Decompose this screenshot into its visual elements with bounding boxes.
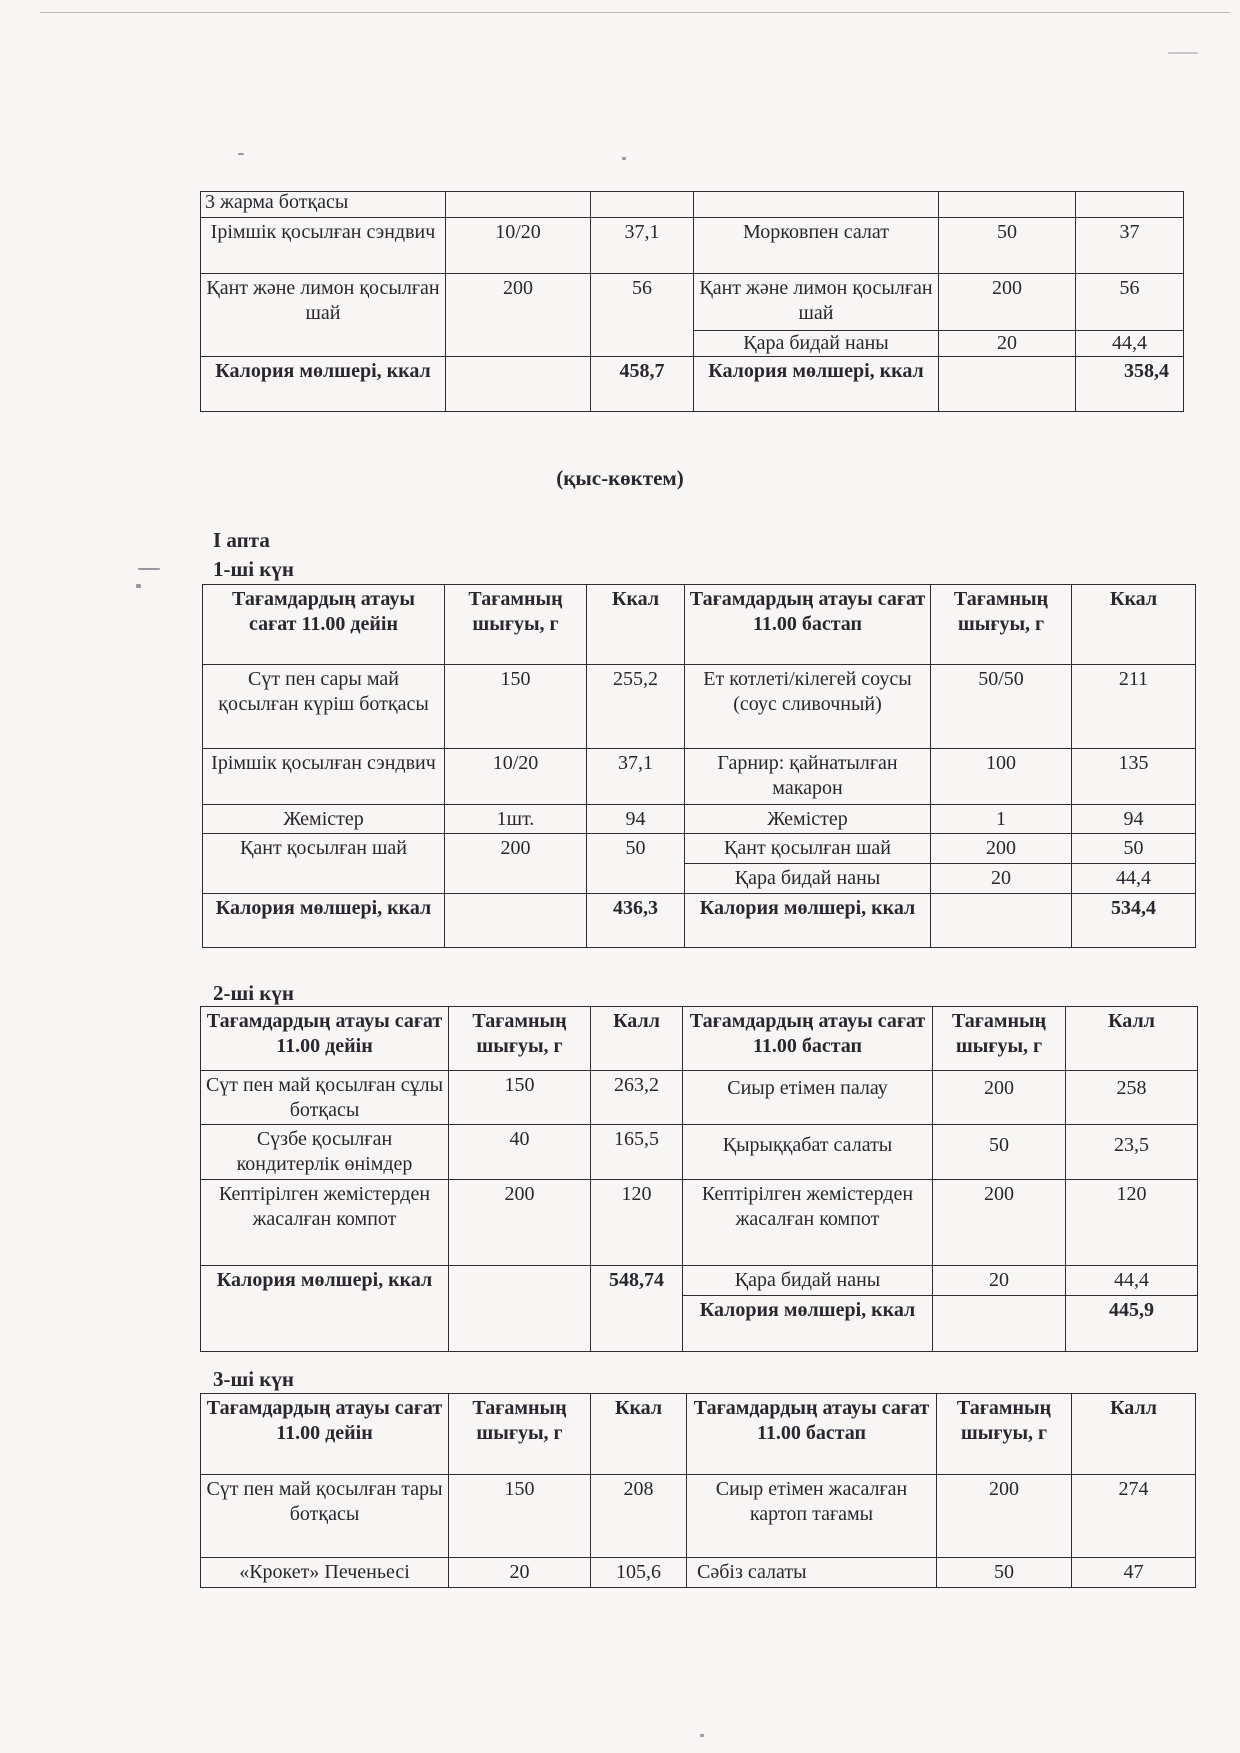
scan-speck — [700, 1734, 704, 1737]
dish-name: Гарнир: қайнатылған макарон — [685, 749, 931, 805]
column-header: Калл — [1072, 1394, 1196, 1475]
column-header: Тағамның шығуы, г — [931, 585, 1072, 665]
previous-day-table — [200, 191, 1183, 412]
column-header: Тағамдардың атауы сағат 11.00 бастап — [687, 1394, 937, 1475]
table-row — [201, 1071, 1198, 1125]
dish-name: «Крокет» Печеньесі — [201, 1558, 449, 1588]
table-row — [203, 834, 1196, 864]
table-row — [201, 1180, 1198, 1266]
table-row — [201, 1558, 1196, 1588]
kcal: 120 — [1066, 1180, 1198, 1266]
kcal: 37,1 — [591, 218, 694, 274]
total-row — [201, 357, 1184, 412]
header-row — [201, 1007, 1198, 1071]
cell — [939, 192, 1076, 218]
table-row — [203, 749, 1196, 805]
scan-speck — [238, 153, 244, 155]
day2-table — [200, 1006, 1197, 1352]
total-kcal: 445,9 — [1066, 1296, 1198, 1352]
portion: 200 — [449, 1180, 591, 1266]
kcal: 44,4 — [1076, 331, 1184, 357]
dish-name: Сүзбе қосылған кондитерлік өнімдер — [201, 1125, 449, 1180]
total-label: Калория мөлшері, ккал — [201, 1266, 449, 1352]
dish-name: Қара бидай наны — [683, 1266, 933, 1296]
dish-name: Қант және лимон қосылған шай — [694, 274, 939, 331]
portion: 200 — [937, 1475, 1072, 1558]
portion: 100 — [931, 749, 1072, 805]
kcal: 47 — [1072, 1558, 1196, 1588]
scan-speck — [136, 584, 141, 588]
kcal: 37 — [1076, 218, 1184, 274]
column-header: Тағамның шығуы, г — [449, 1394, 591, 1475]
portion: 20 — [933, 1266, 1066, 1296]
kcal: 165,5 — [591, 1125, 683, 1180]
cell — [591, 192, 694, 218]
portion: 50 — [937, 1558, 1072, 1588]
table-row — [201, 192, 1184, 218]
column-header: Калл — [591, 1007, 683, 1071]
table-row — [201, 1125, 1198, 1180]
dish-name: Қара бидай наны — [694, 331, 939, 357]
total-kcal: 548,74 — [591, 1266, 683, 1352]
dish-name: Жемістер — [203, 805, 445, 834]
column-header: Ккал — [1072, 585, 1196, 665]
total-label: Калория мөлшері, ккал — [201, 357, 446, 412]
kcal: 255,2 — [587, 665, 685, 749]
total-kcal: 358,4 — [1076, 357, 1184, 412]
table-row — [201, 274, 1184, 331]
scan-speck — [138, 568, 160, 570]
total-label: Калория мөлшері, ккал — [694, 357, 939, 412]
cell — [939, 357, 1076, 412]
dish-name: Кептірілген жемістерден жасалған компот — [201, 1180, 449, 1266]
column-header: Тағамдардың атауы сағат 11.00 бастап — [685, 585, 931, 665]
kcal: 56 — [1076, 274, 1184, 331]
kcal: 23,5 — [1066, 1125, 1198, 1180]
dish-name: Қырыққабат салаты — [683, 1125, 933, 1180]
dish-name: Сәбіз салаты — [687, 1558, 937, 1588]
portion: 40 — [449, 1125, 591, 1180]
total-row — [203, 894, 1196, 948]
column-header: Тағамның шығуы, г — [449, 1007, 591, 1071]
portion: 200 — [446, 274, 591, 357]
kcal: 44,4 — [1072, 864, 1196, 894]
portion: 150 — [445, 665, 587, 749]
portion: 10/20 — [445, 749, 587, 805]
kcal: 56 — [591, 274, 694, 357]
portion: 150 — [449, 1071, 591, 1125]
scan-speck — [622, 157, 626, 160]
column-header: Калл — [1066, 1007, 1198, 1071]
dish-name: 3 жарма ботқасы — [201, 192, 446, 218]
cell — [449, 1266, 591, 1352]
dish-name: Сиыр етімен палау — [683, 1071, 933, 1125]
total-kcal: 436,3 — [587, 894, 685, 948]
header-row — [201, 1394, 1196, 1475]
portion: 20 — [931, 864, 1072, 894]
portion: 20 — [939, 331, 1076, 357]
scan-speck — [1168, 52, 1198, 54]
dish-name: Ірімшік қосылған сэндвич — [203, 749, 445, 805]
column-header: Ккал — [587, 585, 685, 665]
portion: 200 — [931, 834, 1072, 864]
portion: 1 — [931, 805, 1072, 834]
portion: 200 — [445, 834, 587, 894]
dish-name: Жемістер — [685, 805, 931, 834]
kcal: 50 — [587, 834, 685, 894]
table-row — [201, 218, 1184, 274]
kcal: 120 — [591, 1180, 683, 1266]
top-border-line — [40, 12, 1230, 13]
column-header: Тағамның шығуы, г — [933, 1007, 1066, 1071]
kcal: 105,6 — [591, 1558, 687, 1588]
table-row — [201, 1475, 1196, 1558]
dish-name: Кептірілген жемістерден жасалған компот — [683, 1180, 933, 1266]
portion: 50/50 — [931, 665, 1072, 749]
total-label: Калория мөлшері, ккал — [683, 1296, 933, 1352]
kcal: 50 — [1072, 834, 1196, 864]
kcal: 258 — [1066, 1071, 1198, 1125]
dish-name: Қант қосылған шай — [203, 834, 445, 894]
column-header: Тағамдардың атауы сағат 11.00 дейін — [201, 1007, 449, 1071]
portion: 200 — [933, 1180, 1066, 1266]
table-row — [201, 1266, 1198, 1296]
dish-name: Қант қосылған шай — [685, 834, 931, 864]
kcal: 94 — [1072, 805, 1196, 834]
portion: 200 — [939, 274, 1076, 331]
day1-table — [202, 584, 1195, 948]
kcal: 208 — [591, 1475, 687, 1558]
portion: 1шт. — [445, 805, 587, 834]
table-row — [203, 665, 1196, 749]
total-kcal: 458,7 — [591, 357, 694, 412]
dish-name: Қант және лимон қосылған шай — [201, 274, 446, 357]
column-header: Тағамдардың атауы сағат 11.00 бастап — [683, 1007, 933, 1071]
cell — [931, 894, 1072, 948]
dish-name: Морковпен салат — [694, 218, 939, 274]
total-kcal: 534,4 — [1072, 894, 1196, 948]
cell — [933, 1296, 1066, 1352]
column-header: Тағамның шығуы, г — [937, 1394, 1072, 1475]
kcal: 135 — [1072, 749, 1196, 805]
day1-title: 1-ші күн — [213, 557, 295, 581]
kcal: 37,1 — [587, 749, 685, 805]
dish-name: Сүт пен май қосылған тары ботқасы — [201, 1475, 449, 1558]
column-header: Тағамдардың атауы сағат 11.00 дейін — [203, 585, 445, 665]
kcal: 274 — [1072, 1475, 1196, 1558]
table-row — [203, 805, 1196, 834]
kcal: 44,4 — [1066, 1266, 1198, 1296]
column-header: Тағамның шығуы, г — [445, 585, 587, 665]
cell — [446, 357, 591, 412]
portion: 50 — [933, 1125, 1066, 1180]
kcal: 263,2 — [591, 1071, 683, 1125]
day3-table — [200, 1393, 1195, 1588]
column-header: Ккал — [591, 1394, 687, 1475]
dish-name: Сүт пен май қосылған сұлы ботқасы — [201, 1071, 449, 1125]
kcal: 94 — [587, 805, 685, 834]
week-title: І апта — [213, 528, 270, 552]
column-header: Тағамдардың атауы сағат 11.00 дейін — [201, 1394, 449, 1475]
header-row — [203, 585, 1196, 665]
dish-name: Сиыр етімен жасалған картоп тағамы — [687, 1475, 937, 1558]
kcal: 211 — [1072, 665, 1196, 749]
cell — [445, 894, 587, 948]
portion: 10/20 — [446, 218, 591, 274]
cell — [694, 192, 939, 218]
cell — [1076, 192, 1184, 218]
total-label: Калория мөлшері, ккал — [203, 894, 445, 948]
dish-name: Ет котлеті/кілегей соусы (соус сливочный) — [685, 665, 931, 749]
dish-name: Ірімшік қосылған сэндвич — [201, 218, 446, 274]
dish-name: Сүт пен сары май қосылған күріш ботқасы — [203, 665, 445, 749]
portion: 150 — [449, 1475, 591, 1558]
portion: 20 — [449, 1558, 591, 1588]
season-title: (қыс-көктем) — [556, 466, 684, 490]
portion: 50 — [939, 218, 1076, 274]
day2-title: 2-ші күн — [213, 981, 295, 1005]
cell — [446, 192, 591, 218]
dish-name: Қара бидай наны — [685, 864, 931, 894]
portion: 200 — [933, 1071, 1066, 1125]
total-label: Калория мөлшері, ккал — [685, 894, 931, 948]
day3-title: 3-ші күн — [213, 1367, 295, 1391]
